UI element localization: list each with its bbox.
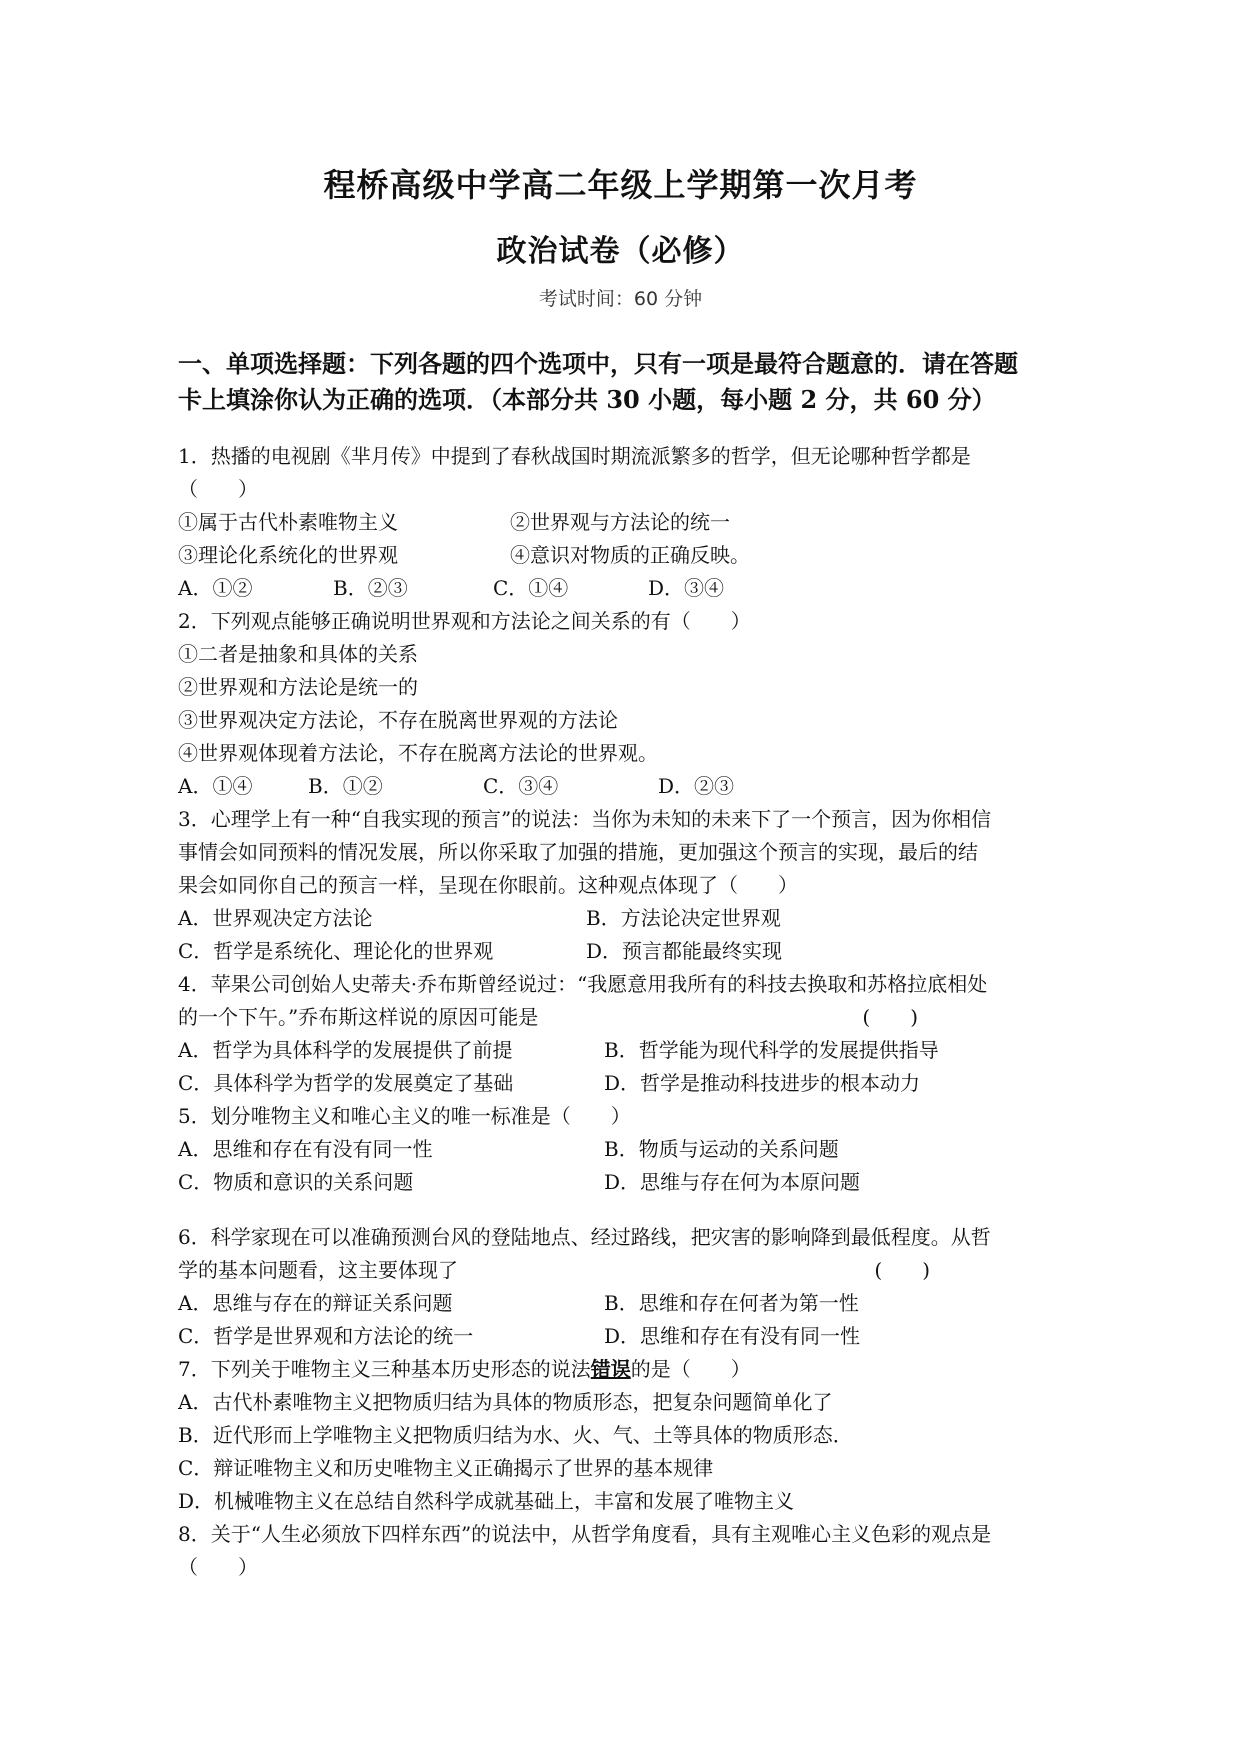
section-line-2: 卡上填涂你认为正确的选项．（本部分共 30 小题，每小题 2 分，共 60 分） bbox=[178, 385, 996, 414]
q6-option-b: B．思维和存在何者为第一性 bbox=[604, 1291, 859, 1315]
q2-option-a: A．①④ bbox=[178, 774, 253, 798]
question-list bbox=[178, 440, 1068, 1584]
q6-option-a: A．思维与存在的辩证关系问题 bbox=[178, 1291, 453, 1315]
q1-stem-line-2: （ ） bbox=[178, 477, 258, 501]
q7-option-b: B．近代形而上学唯物主义把物质归结为水、火、气、土等具体的物质形态． bbox=[178, 1423, 853, 1447]
q6-option-c: C．哲学是世界观和方法论的统一 bbox=[178, 1324, 474, 1348]
q3-option-a: A．世界观决定方法论 bbox=[178, 906, 373, 930]
q4-stem-line-2 bbox=[178, 1001, 1068, 1034]
q6-stem-line-2 bbox=[178, 1254, 1068, 1287]
q2-options bbox=[178, 770, 1068, 803]
q1-statement-2: ②世界观与方法论的统一 bbox=[510, 510, 730, 534]
q7-stem bbox=[178, 1353, 1068, 1386]
q1-options bbox=[178, 572, 1068, 605]
q4-stem-line-1: 4．苹果公司创始人史蒂夫·乔布斯曾经说过：“我愿意用我所有的科技去换取和苏格拉底相处 bbox=[178, 972, 988, 996]
q3-options-row-2 bbox=[178, 935, 1068, 968]
q5-option-d: D．思维与存在何为本原问题 bbox=[604, 1170, 861, 1194]
section-line-1: 一、单项选择题：下列各题的四个选项中，只有一项是最符合题意的．请在答题 bbox=[178, 349, 1018, 378]
q2-statement-2: ②世界观和方法论是统一的 bbox=[178, 675, 418, 699]
q4-answer-paren: ( ) bbox=[862, 1005, 918, 1029]
q6-answer-paren: ( ) bbox=[874, 1258, 930, 1282]
q7-option-d: D．机械唯物主义在总结自然科学成就基础上，丰富和发展了唯物主义 bbox=[178, 1489, 795, 1513]
q5-option-a: A．思维和存在有没有同一性 bbox=[178, 1137, 433, 1161]
q6-stem-line-1: 6．科学家现在可以准确预测台风的登陆地点、经过路线，把灾害的影响降到最低程度。从哲 bbox=[178, 1225, 991, 1249]
q1-statement-4: ④意识对物质的正确反映。 bbox=[510, 543, 750, 567]
q2-statement-1: ①二者是抽象和具体的关系 bbox=[178, 642, 418, 666]
q1-option-c: C．①④ bbox=[493, 576, 569, 600]
q1-statement-3: ③理论化系统化的世界观 bbox=[178, 543, 398, 567]
exam-title: 程桥高级中学高二年级上学期第一次月考 bbox=[323, 166, 918, 204]
q1-option-d: D．③④ bbox=[648, 576, 725, 600]
q1-stem-line-1: 1．热播的电视剧《芈月传》中提到了春秋战国时期流派繁多的哲学，但无论哪种哲学都是 bbox=[178, 444, 971, 468]
q4-options-row-2 bbox=[178, 1067, 1068, 1100]
q2-option-c: C．③④ bbox=[483, 774, 559, 798]
q2-statement-3: ③世界观决定方法论，不存在脱离世界观的方法论 bbox=[178, 708, 618, 732]
q1-statements-row-1 bbox=[178, 506, 1068, 539]
exam-time: 考试时间：60 分钟 bbox=[538, 288, 703, 310]
question-gap bbox=[178, 1199, 1068, 1221]
q7-stem-post: 的是（ ） bbox=[630, 1357, 751, 1381]
q6-option-d: D．思维和存在有没有同一性 bbox=[604, 1324, 861, 1348]
q4-option-c: C．具体科学为哲学的发展奠定了基础 bbox=[178, 1071, 514, 1095]
q8-stem-line-2: （ ） bbox=[178, 1555, 258, 1579]
q3-options-row-1 bbox=[178, 902, 1068, 935]
q1-option-b: B．②③ bbox=[333, 576, 408, 600]
q7-stem-pre: 7．下列关于唯物主义三种基本历史形态的说法 bbox=[178, 1357, 591, 1381]
q8-stem-line-1: 8．关于“人生必须放下四样东西”的说法中，从哲学角度看，具有主观唯心主义色彩的观点是 bbox=[178, 1522, 992, 1546]
q3-stem-line-3: 果会如同你自己的预言一样，呈现在你眼前。这种观点体现了（ ） bbox=[178, 873, 798, 897]
exam-subtitle: 政治试卷（必修） bbox=[496, 234, 745, 269]
q1-option-a: A．①② bbox=[178, 576, 253, 600]
q5-stem: 5．划分唯物主义和唯心主义的唯一标准是（ ） bbox=[178, 1104, 631, 1128]
q3-stem-line-1: 3．心理学上有一种“自我实现的预言”的说法：当你为未知的未来下了一个预言，因为你相信 bbox=[178, 807, 992, 831]
q6-options-row-2 bbox=[178, 1320, 1068, 1353]
q4-options-row-1 bbox=[178, 1034, 1068, 1067]
q5-options-row-1 bbox=[178, 1133, 1068, 1166]
q2-option-b: B．①② bbox=[308, 774, 383, 798]
section-heading bbox=[178, 346, 1068, 418]
q3-stem-line-2: 事情会如同预料的情况发展，所以你采取了加强的措施，更加强这个预言的实现，最后的结 bbox=[178, 840, 978, 864]
q2-statement-4: ④世界观体现着方法论，不存在脱离方法论的世界观。 bbox=[178, 741, 658, 765]
q6-stem-text: 学的基本问题看，这主要体现了 bbox=[178, 1258, 458, 1282]
q5-option-c: C．物质和意识的关系问题 bbox=[178, 1170, 414, 1194]
q4-option-d: D．哲学是推动科技进步的根本动力 bbox=[604, 1071, 921, 1095]
q2-option-d: D．②③ bbox=[658, 774, 735, 798]
q7-stem-emphasis: 错误 bbox=[590, 1357, 631, 1381]
q6-options-row-1 bbox=[178, 1287, 1068, 1320]
q4-stem-text: 的一个下午。”乔布斯这样说的原因可能是 bbox=[178, 1005, 539, 1029]
q4-option-a: A．哲学为具体科学的发展提供了前提 bbox=[178, 1038, 513, 1062]
q1-statements-row-2 bbox=[178, 539, 1068, 572]
q7-option-a: A．古代朴素唯物主义把物质归结为具体的物质形态，把复杂问题简单化了 bbox=[178, 1390, 833, 1414]
q4-option-b: B．哲学能为现代科学的发展提供指导 bbox=[604, 1038, 939, 1062]
q2-stem: 2．下列观点能够正确说明世界观和方法论之间关系的有（ ） bbox=[178, 609, 751, 633]
q3-option-b: B．方法论决定世界观 bbox=[586, 906, 781, 930]
q5-option-b: B．物质与运动的关系问题 bbox=[604, 1137, 839, 1161]
q3-option-d: D．预言都能最终实现 bbox=[586, 939, 783, 963]
q3-option-c: C．哲学是系统化、理论化的世界观 bbox=[178, 939, 494, 963]
q7-option-c: C．辩证唯物主义和历史唯物主义正确揭示了世界的基本规律 bbox=[178, 1456, 714, 1480]
q5-options-row-2 bbox=[178, 1166, 1068, 1199]
q1-statement-1: ①属于古代朴素唯物主义 bbox=[178, 510, 398, 534]
